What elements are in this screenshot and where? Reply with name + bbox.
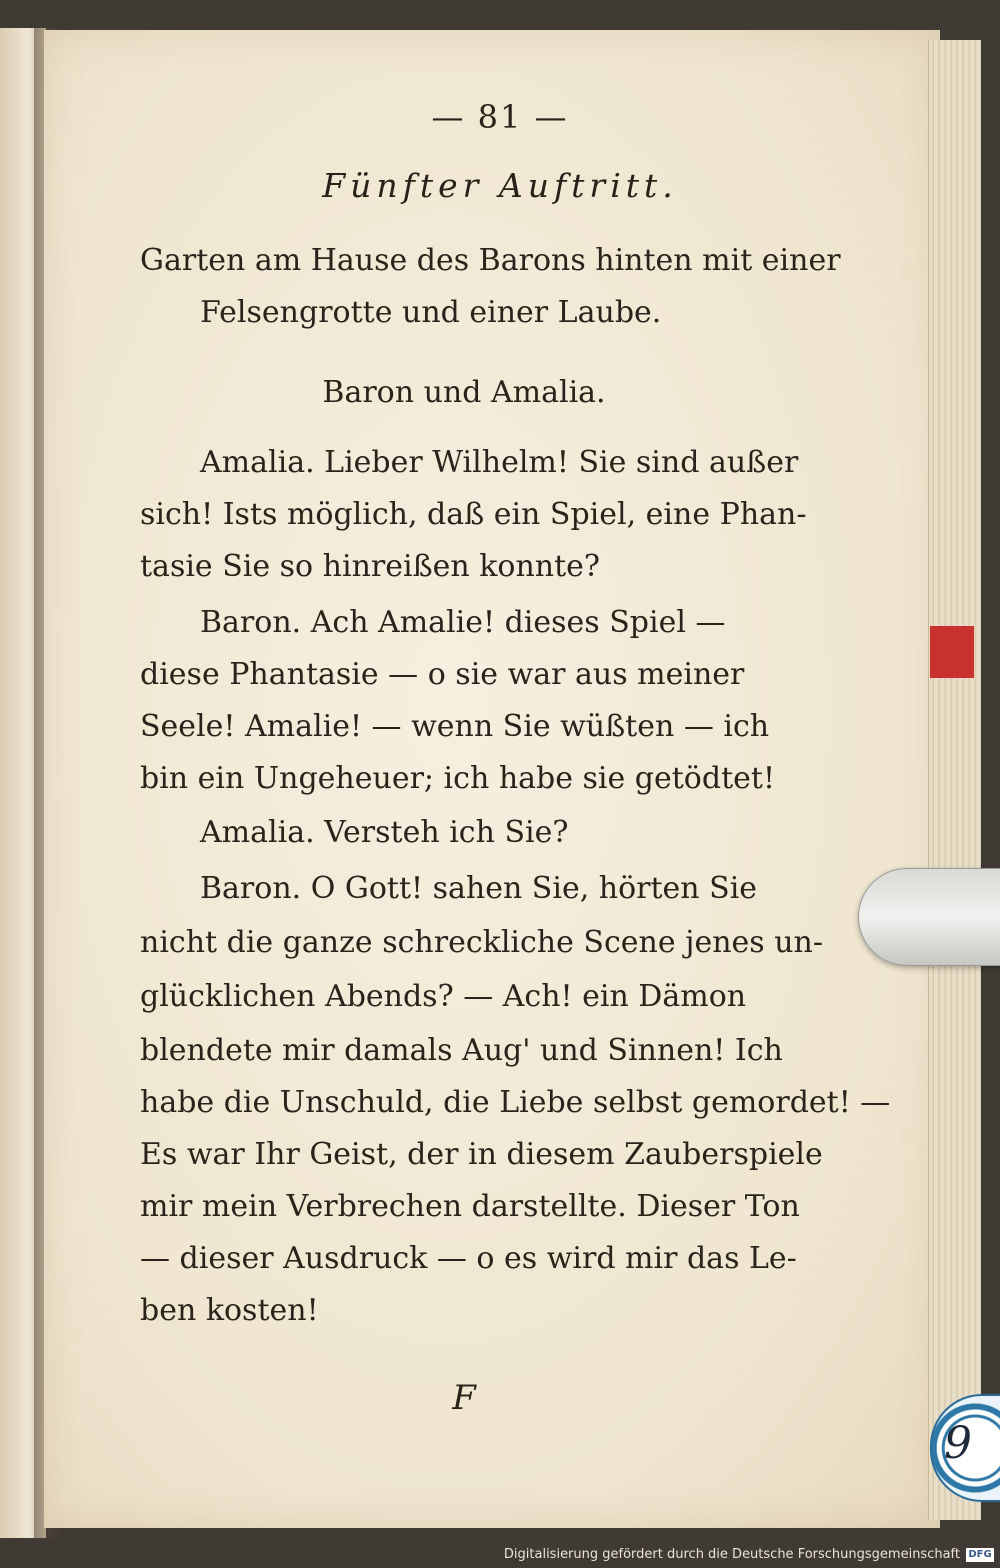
page-number: — 81 — [431, 98, 569, 136]
text-line: sich! Ists möglich, daß ein Spiel, eine Phan- [140, 497, 807, 532]
text-line: Baron. O Gott! sahen Sie, hörten Sie [200, 871, 758, 906]
text-line: glücklichen Abends? — Ach! ein Dämon [140, 979, 747, 1014]
text-line: Amalia. Lieber Wilhelm! Sie sind außer [200, 445, 799, 480]
scene-title: Fünfter Auftritt. [322, 166, 678, 205]
text-line: nicht die ganze schreckliche Scene jenes un- [140, 925, 823, 960]
text-line: — dieser Ausdruck — o es wird mir das Le- [140, 1241, 797, 1276]
text-line: Seele! Amalie! — wenn Sie wüßten — ich [140, 709, 770, 744]
sticker-number: 9 [944, 1418, 972, 1469]
text-line: habe die Unschuld, die Liebe selbst gemordet! — [140, 1085, 891, 1120]
text-line: mir mein Verbrechen darstellte. Dieser Ton [140, 1189, 800, 1224]
text-line: bin ein Ungeheuer; ich habe sie getödtet! [140, 761, 775, 796]
text-line: diese Phantasie — o sie war aus meiner [140, 657, 745, 692]
page-edges [928, 40, 981, 1520]
characters-heading: Baron und Amalia. [322, 375, 606, 410]
signature-mark: F [452, 1378, 476, 1418]
stage-direction-line-1: Garten am Hause des Barons hinten mit einer [140, 243, 841, 278]
text-line: ben kosten! [140, 1293, 319, 1328]
dfg-logo: DFG [966, 1548, 994, 1562]
text-line: Amalia. Versteh ich Sie? [200, 815, 569, 850]
red-bookmark-tab [930, 626, 974, 678]
text-line: Baron. Ach Amalie! dieses Spiel — [200, 605, 726, 640]
text-line: Es war Ihr Geist, der in diesem Zauberspiele [140, 1137, 823, 1172]
text-line: blendete mir damals Aug' und Sinnen! Ich [140, 1033, 783, 1068]
page-clip [858, 868, 1000, 966]
digitization-credit: Digitalisierung gefördert durch die Deutsche Forschungsgemeinschaft [503, 1547, 960, 1562]
stage-direction-line-2: Felsengrotte und einer Laube. [200, 295, 662, 330]
text-line: tasie Sie so hinreißen konnte? [140, 549, 601, 584]
